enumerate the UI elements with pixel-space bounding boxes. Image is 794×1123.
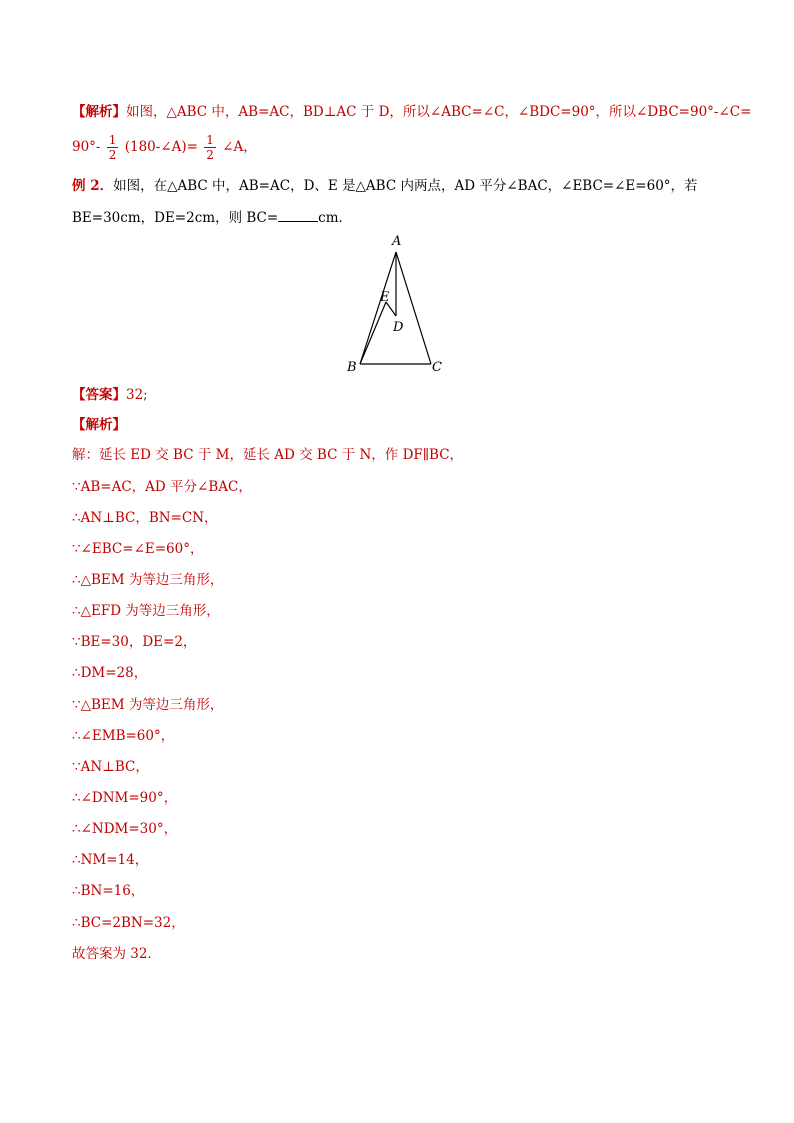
segment-ac: [396, 252, 431, 364]
solution-line: ∵AB=AC，AD 平分∠BAC，: [72, 479, 252, 495]
solution-line: ∵△BEM 为等边三角形，: [72, 697, 224, 713]
answer-blank: [278, 207, 318, 222]
segment-be: [360, 302, 386, 364]
solution-line: 故答案为 32．: [72, 946, 161, 962]
analysis-text-1: 如图，△ABC 中，AB=AC，BD⊥AC 于 D，所以∠ABC=∠C，∠BDC=90°，所以∠DBC=90°-∠C=: [126, 104, 752, 120]
analysis-line2-suffix: ∠A，: [222, 139, 257, 155]
fraction-denominator: 2: [108, 148, 117, 162]
solution-line: ∴NM=14，: [72, 852, 149, 868]
fraction-numerator: 1: [108, 133, 117, 147]
analysis-tag: 【解析】: [72, 104, 126, 120]
example2-line-2: [72, 207, 352, 227]
fraction-half-2: [204, 133, 216, 162]
solution-line: 解：延长 ED 交 BC 于 M，延长 AD 交 BC 于 N，作 DF∥BC，: [72, 447, 464, 463]
example2-line-1: [72, 177, 698, 195]
fraction-half-1: [107, 133, 119, 162]
label-e: E: [380, 290, 390, 305]
solution-line: ∵AN⊥BC，: [72, 759, 149, 775]
example2-text-1: 如图，在△ABC 中，AB=AC，D、E 是△ABC 内两点，AD 平分∠BAC，∠EBC=∠E=60°，若: [113, 178, 698, 194]
example-label: 例 2．: [72, 178, 114, 194]
solution-line: ∴△EFD 为等边三角形，: [72, 603, 220, 619]
solution-line: ∴DM=28，: [72, 665, 148, 681]
fraction-denominator: 2: [206, 148, 214, 162]
answer-tag: 【答案】: [72, 387, 126, 403]
solution-line: ∴∠EMB=60°，: [72, 728, 175, 744]
solution-line: ∵∠EBC=∠E=60°，: [72, 541, 204, 557]
label-a: A: [392, 234, 402, 249]
label-c: C: [432, 360, 442, 375]
example2-text-2-suffix: cm．: [318, 210, 353, 226]
solution-line: ∴△BEM 为等边三角形，: [72, 572, 224, 588]
analysis-line-2: [72, 133, 257, 162]
analysis-line2-prefix: 90°-: [72, 139, 101, 155]
solution-line: ∴∠DNM=90°，: [72, 790, 178, 806]
fraction-numerator: 1: [206, 133, 214, 147]
solution-line: ∴BC=2BN=32，: [72, 915, 185, 931]
label-d: D: [393, 320, 404, 335]
answer-line: [72, 386, 148, 404]
analysis-line2-mid: (180-∠A)=: [124, 139, 198, 155]
solution-line: ∴∠NDM=30°，: [72, 821, 178, 837]
example2-text-2: BE=30cm，DE=2cm，则 BC=: [72, 210, 279, 226]
label-b: B: [347, 360, 357, 375]
solution-line: ∵BE=30，DE=2，: [72, 634, 197, 650]
answer-value: 32;: [126, 387, 148, 403]
solution-tag: 【解析】: [72, 417, 126, 433]
solution-line: ∴AN⊥BC，BN=CN，: [72, 510, 218, 526]
analysis-line-1: [72, 103, 751, 121]
solution-line: ∴BN=16，: [72, 883, 145, 899]
triangle-figure: [0, 228, 794, 388]
